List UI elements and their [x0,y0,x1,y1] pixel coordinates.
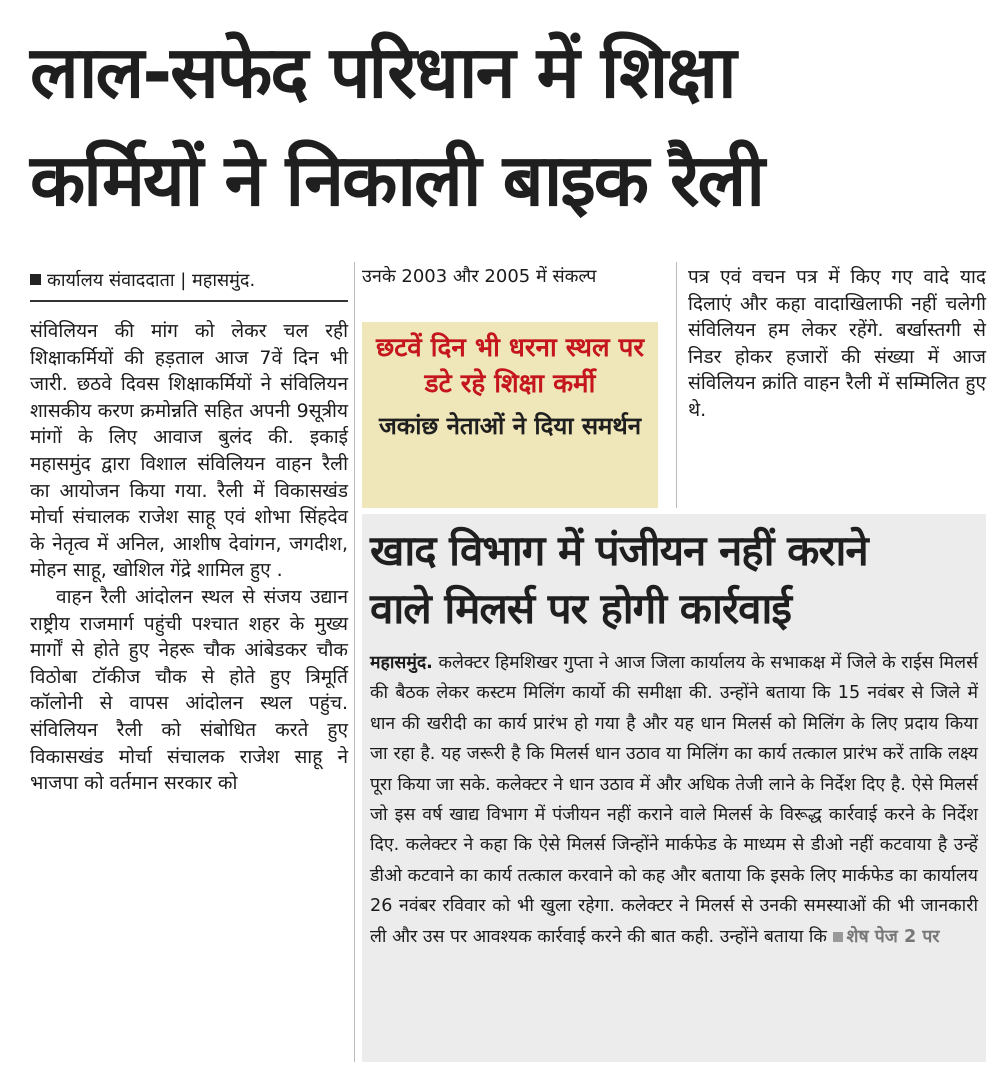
story1-column3: पत्र एवं वचन पत्र में किए गए वादे याद दिलाएं और कहा वादाखिलाफी नहीं चलेगी संविलियन हम लेकर रहेंगे. बर्खास्तगी से निडर होकर हजारों की संख्या में आज संविलियन क्रांति वाहन रैली में सम्मिलित हुए थे. [688,266,986,421]
continued-text: शेष पेज 2 पर [846,926,940,947]
story1-paragraph2: वाहन रैली आंदोलन स्थल से संजय उद्यान राष्ट्रीय राजमार्ग पहुंची पश्चात शहर के मुख्य मार्गों से होते हुए नेहरू चौक आंबेडकर चौक विठोबा टॉकीज चौक से होते हुए त्रिमूर्ति कॉलोनी से वापस आंदोलन स्थल पहुंच. संविलियन रैली को संबोधित करते हुए विकासखंड मोर्चा संचालक राजेश साहू ने भाजपा को वर्तमान सरकार को [30,585,348,795]
story2-headline [370,522,980,638]
story2-body [370,648,978,952]
story2-headline-line1: खाद विभाग में पंजीयन नहीं कराने [370,526,868,575]
subheadline-box [362,322,658,508]
subheadline-red: छटवें दिन भी धरना स्थल पर डटे रहे शिक्षा कर्मी [375,333,645,399]
story1-column2-top: उनके 2003 और 2005 में संकल्प [362,266,597,287]
subheadline-black: जकांछ नेताओं ने दिया समर्थन [378,412,642,440]
story2-text: कलेक्टर हिमशिखर गुप्ता ने आज जिला कार्यालय के सभाकक्ष में जिले के राईस मिलर्स की बैठक लेकर कस्टम मिलिंग कार्यो की समीक्षा की. उन्होंने बताया कि 15 नवंबर से जिले में धान की खरीदी का कार्य प्रारंभ हो गया है और यह धान मिलर्स को मिलिंग के लिए प्रदाय किया जा रहा है. यह जरूरी है कि मिलर्स धान उठाव या मिलिंग का कार्य तत्काल प्रारंभ करें ताकि लक्ष्य पूरा किया जा सके. कलेक्टर ने धान उठाव में और अधिक तेजी लाने के निर्देश दिए है. ऐसे मिलर्स जो इस वर्ष खाद्य विभाग में पंजीयन नहीं कराने वाले मिलर्स के विरूद्ध कार्रवाई करने के निर्देश दिए. कलेक्टर ने कहा कि ऐसे मिलर्स जिन्होंने मार्कफेड के माध्यम से डीओ नहीं कटवाया है उन्हें डीओ कटवाने का कार्य तत्काल करवाने को कह और बताया कि इसके लिए मार्कफेड का कार्यालय 26 नवंबर रविवार को भी खुला रहेगा. कलेक्टर ने मिलर्स से उनकी समस्याओं की भी जानकारी ली और उस पर आवश्यक कार्रवाई करने की बात कही. उन्होंने बताया कि [370,653,978,947]
story2-dateline: महासमुंद. [370,653,433,673]
byline-square-icon [30,274,41,285]
story1-column1 [30,318,348,797]
main-headline-line2: कर्मियों ने निकाली बाइक रैली [30,138,763,222]
continued-on-page [833,927,940,947]
column-divider-1 [354,262,355,1062]
continued-square-icon [833,932,843,942]
byline [30,268,330,294]
story1-paragraph1: संविलियन की मांग को लेकर चल रही शिक्षाकर्मियों की हड़ताल आज 7वें दिन भी जारी. छठवे दिवस शिक्षाकर्मियों ने संविलियन शासकीय करण क्रमोन्नति सहित अपनी 9सूत्रीय मांगों के लिए आवाज बुलंद की. इकाई महासमुंद द्वारा विशाल संविलियन वाहन रैली का आयोजन किया गया. रैली में विकासखंड मोर्चा संचालक राजेश साहू एवं शोभा सिंहदेव के नेतृत्व में अनिल, आशीष देवांगन, जगदीश, मोहन साहू, खोशिल गेंद्रे शामिल हुए . [30,320,348,582]
story2-headline-line2: वाले मिलर्स पर होगी कार्रवाई [370,584,791,633]
byline-rule [30,300,348,302]
column-divider-2 [676,262,677,508]
main-headline [30,18,990,234]
byline-text: कार्यालय संवाददाता | महासमुंद. [47,270,256,291]
main-headline-line1: लाल-सफेद परिधान में शिक्षा [30,30,735,114]
